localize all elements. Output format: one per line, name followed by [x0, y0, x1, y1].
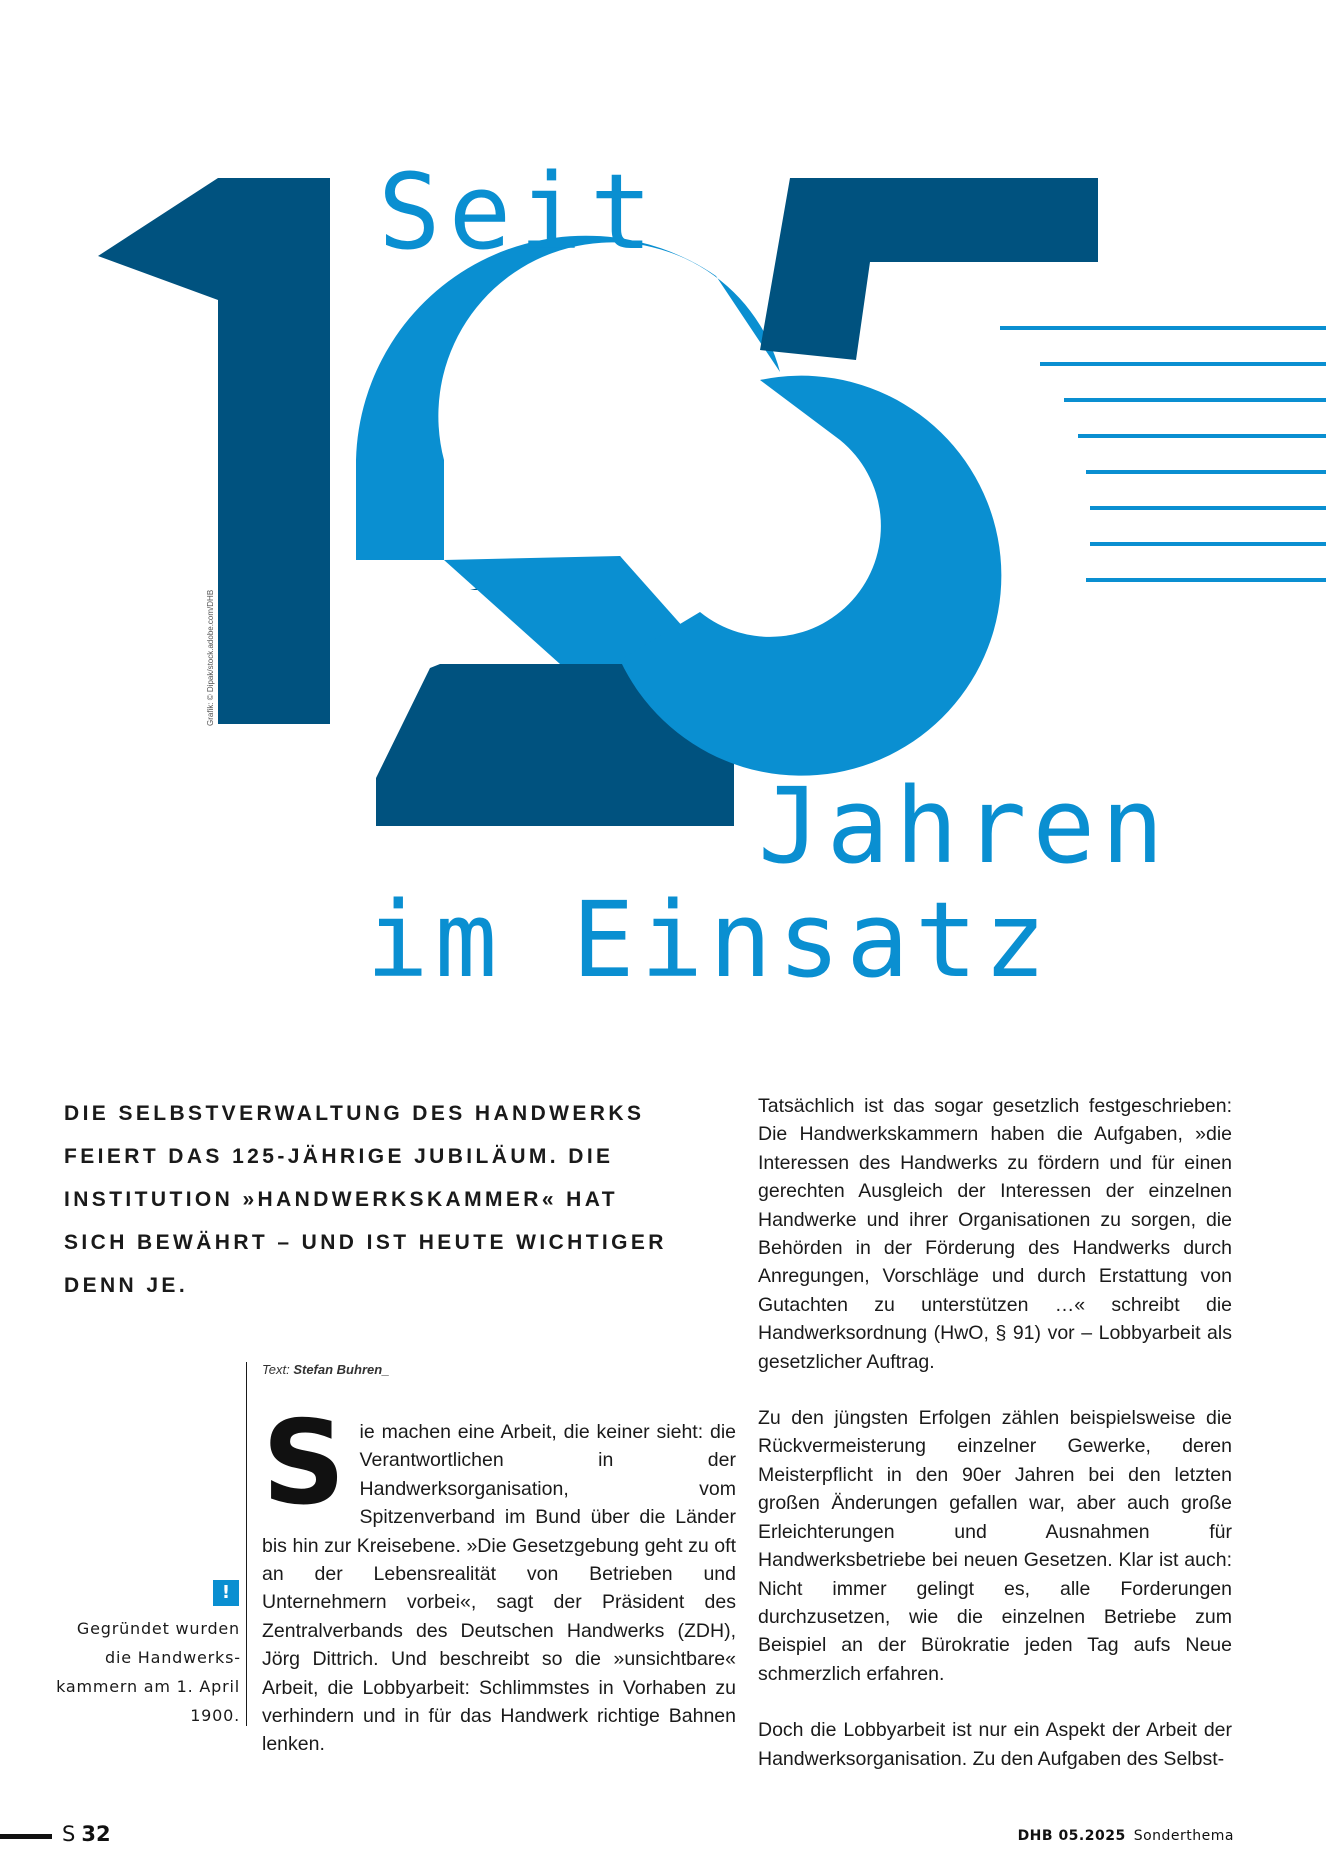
article-paragraph-1 [262, 1396, 736, 1759]
speed-lines [1000, 328, 1326, 580]
page-number [62, 1822, 111, 1846]
article-paragraph-2: Tatsächlich ist das sogar gesetzlich festgeschrieben: Die Handwerkskammern haben die Aufgaben, »die Interessen des Handwerks zu fördern und für einen gerechten Ausgleich der Interessen der einzelnen Handwerke und ihrer Organisationen zu sorgen, die Behörden in der Förderung des Handwerks durch Anregungen, Vorschläge und durch Erstattung von Gutachten zu unterstützen …« schreibt die Handwerksordnung (HwO, § 91) vor – Lobbyarbeit als gesetzlicher Auftrag. [758, 1095, 1232, 1373]
image-credit: Grafik: © Dipak/stock.adobe.com/DHB [206, 589, 215, 726]
section-name: Sonderthema [1133, 1828, 1234, 1844]
headline-jahren: Jahren [758, 765, 1170, 887]
article-paragraph-1-text: ie machen eine Arbeit, die keiner sieht: die Verantwortlichen in der Handwerksorganisation, vom Spitzenverband im Bund über die Länder bis hin zur Kreisebene. »Die Gesetzgebung geht zu oft an der Lebensrealität von Betrieben und Unternehmern vorbei«, sagt der Präsident des Zentralverbands des Deutschen Handwerks (ZDH), Jörg Dittrich. Und beschreibt so die »unsichtbare« Arbeit, die Lobbyarbeit: Schlimmstes in Vorhaben zu verhindern und in für das Handwerk richtige Bahnen lenken. [262, 1421, 736, 1756]
article-paragraph-4: Doch die Lobbyarbeit ist nur ein Aspekt der Arbeit der Handwerksorganisation. Zu den Aufgaben des Selbst- [758, 1719, 1232, 1770]
side-note: Gegründet wurden die Handwerkskammern am 1. April 1900. [56, 1619, 240, 1725]
article-paragraph-3: Zu den jüngsten Erfolgen zählen beispielsweise die Rückvermeisterung einzelner Gewerke, deren Meisterpflicht in den 90er Jahren bei den letzten großen Änderungen gefallen war, aber auch große Erleichterungen und Ausnahmen für Handwerksbetriebe bei neuen Gesetzen. Klar ist auch: Nicht immer gelingt es, alle Forderungen durchzusetzen, wie die einzelnen Betriebe zum Beispiel an der Bürokratie jeden Tag aufs Neue schmerzlich erfahren. [758, 1407, 1232, 1685]
digit-five-top [760, 178, 1098, 360]
drop-cap: S [262, 1396, 346, 1531]
digit-two-arc [356, 236, 780, 560]
byline [262, 1362, 389, 1377]
footer-issue [1018, 1828, 1234, 1844]
page-number-value: 32 [81, 1822, 111, 1846]
column-divider [246, 1362, 247, 1726]
headline-im-einsatz: im Einsatz [366, 879, 1053, 1001]
section-letter: S [62, 1822, 76, 1846]
byline-label: Text: [262, 1362, 290, 1377]
exclamation-icon: ! [213, 1580, 239, 1606]
headline-seit: Seit [378, 151, 661, 273]
footer-rule [0, 1834, 52, 1839]
digit-five-ring [620, 376, 1001, 776]
article-column-1 [262, 1396, 736, 1759]
byline-author: Stefan Buhren_ [293, 1362, 390, 1377]
magazine-issue: DHB 05.2025 [1017, 1828, 1126, 1844]
article-column-2 [758, 1092, 1232, 1773]
lead-paragraph: DIE SELBSTVERWALTUNG DES HANDWERKS FEIERT DAS 125-JÄHRIGE JUBILÄUM. DIE INSTITUTION »HANDWERKSKAMMER« HAT SICH BEWÄHRT – UND IST HEUTE WICHTIGER DENN JE. [64, 1102, 667, 1297]
